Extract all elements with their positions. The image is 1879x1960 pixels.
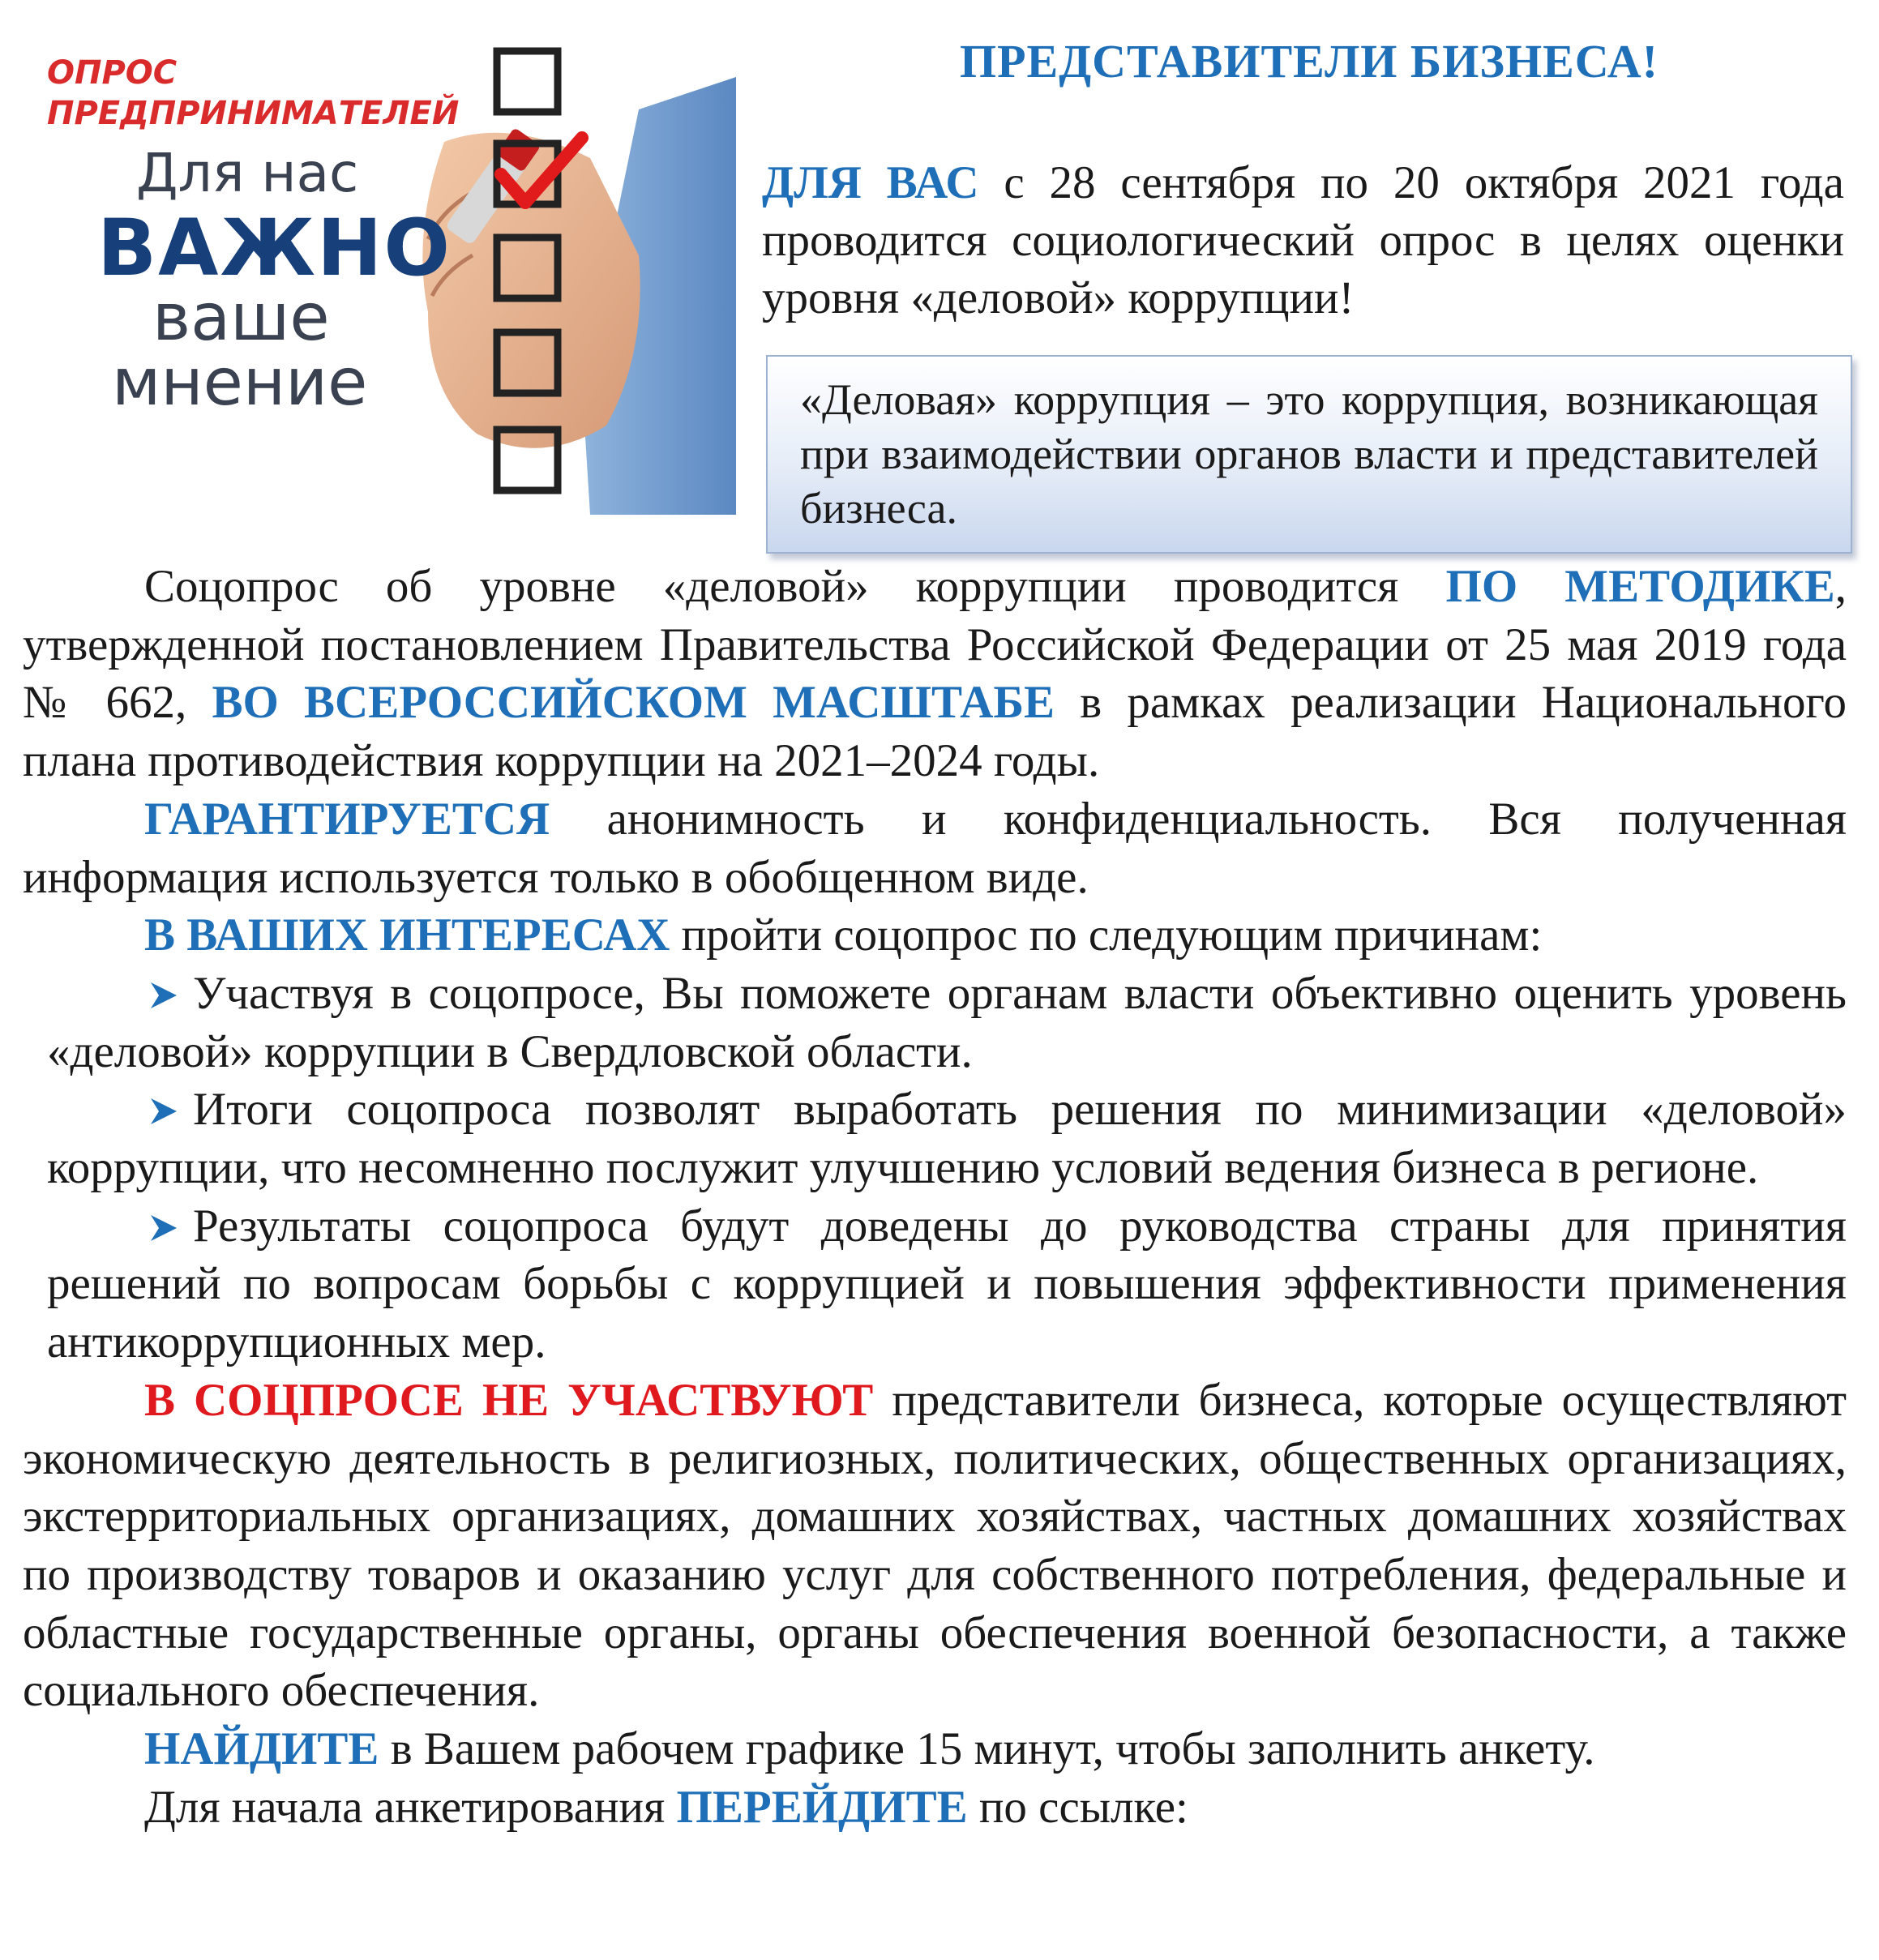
link-text-1: Для начала анкетирования [144,1781,677,1833]
link-paragraph [23,1778,1847,1837]
arrow-bullet-icon [149,1097,178,1126]
reason-text-3: Результаты соцопроса будут доведены до руководства страны для принятия решений по вопросам борьбы с коррупцией и повышения эффективности применения антикоррупционных мер. [47,1200,1847,1368]
methodology-text-3: в рамках реализации Национального плана противодействия коррупции на 2021–2024 годы. [23,677,1847,787]
definition-box [766,355,1852,554]
slogan-for-us: Для нас [136,142,359,204]
find-time-highlight: НАЙДИТЕ [144,1723,379,1775]
main-body [23,558,1847,1836]
go-to-link-highlight[interactable]: ПЕРЕЙДИТЕ [676,1781,968,1833]
interests-text: пройти соцопрос по следующим причинам: [670,909,1543,961]
reason-list-item [47,965,1847,1081]
survey-label-line2: ПРЕДПРИНИМАТЕЛЕЙ [47,95,460,132]
page-title: ПРЕДСТАВИТЕЛИ БИЗНЕСА! [959,35,1659,88]
slogan-your: ваше [152,280,330,355]
slogan-important: ВАЖНО [97,203,452,293]
methodology-text-2: , утвержденной постановлением Правительства Российской Федерации от 25 мая 2019 года № 662, [23,561,1847,729]
reason-list-item [47,1081,1847,1196]
slogan-opinion: мнение [112,344,368,420]
survey-illustration [23,45,736,515]
time-text: в Вашем рабочем графике 15 минут, чтобы заполнить анкету. [379,1723,1595,1775]
methodology-highlight: ПО МЕТОДИКЕ [1445,561,1835,612]
hand-shape [422,133,640,448]
reason-text-2: Итоги соцопроса позволят выработать решения по минимизации «деловой» коррупции, что несомненно послужит улучшению условий ведения бизнеса в регионе. [47,1084,1847,1194]
methodology-paragraph [23,558,1847,790]
interests-highlight: В ВАШИХ ИНТЕРЕСАХ [144,909,670,961]
arrow-bullet-icon [149,1213,178,1243]
interests-paragraph [23,906,1847,965]
reason-text-1: Участвуя в соцопросе, Вы поможете органам власти объективно оценить уровень «деловой» коррупции в Свердловской области. [47,967,1847,1077]
anonymity-highlight: ГАРАНТИРУЕТСЯ [144,793,550,845]
nationwide-highlight: ВО ВСЕРОССИЙСКОМ МАСШТАБЕ [212,677,1055,729]
exclusions-paragraph [23,1372,1847,1720]
intro-lead: ДЛЯ ВАС [762,157,979,208]
definition-text: «Деловая» коррупция – это коррупция, возникающая при взаимодействии органов власти и представителей бизнеса. [800,375,1818,533]
anonymity-paragraph [23,790,1847,906]
intro-text: с 28 сентября по 20 октября 2021 года проводится социологический опрос в целях оценки уровня «деловой» коррупции! [762,157,1844,323]
intro-paragraph [762,154,1844,327]
link-text-2: по ссылке: [967,1781,1188,1833]
methodology-text-1: Соцопрос об уровне «деловой» коррупции проводится [144,561,1446,612]
exclusions-text: представители бизнеса, которые осуществляют экономическую деятельность в религиозных, политических, общественных организациях, экстерриториальных организациях, домашних хозяйствах, частных домашних хозяйствах по производству товаров и оказанию услуг для собственного потребления, федеральные и областные государственные органы, органы обеспечения военной безопасности, а также социального обеспечения. [23,1374,1847,1717]
survey-label-line1: ОПРОС [47,54,178,92]
arrow-bullet-icon [149,981,178,1010]
anonymity-text: анонимность и конфиденциальность. Вся полученная информация используется только в обобщенном виде. [23,793,1847,903]
reason-list-item [47,1197,1847,1372]
exclusions-highlight: В СОЦПРОСЕ НЕ УЧАСТВУЮТ [144,1374,874,1426]
time-paragraph [23,1720,1847,1778]
